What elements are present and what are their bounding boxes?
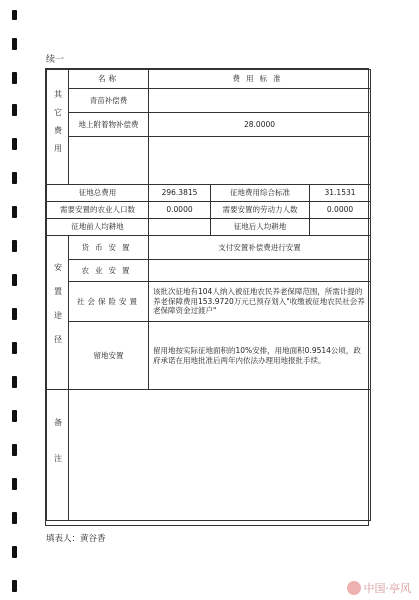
punch-hole — [12, 546, 17, 558]
agri-resettlement-value — [149, 260, 371, 282]
labor-count-label: 需要安置的劳动力人数 — [211, 202, 310, 219]
labor-count-value: 0.0000 — [310, 202, 371, 219]
social-insurance-value: 该批次征地有104人纳入被征地农民养老保障范围，所需计提的养老保障费用153.9720万元已预存划入"收缴被征地农民社会养老保障资金过渡户" — [149, 282, 371, 322]
punch-hole — [12, 580, 17, 592]
standard-header: 费用标准 — [149, 70, 371, 89]
punch-hole — [12, 308, 17, 320]
filler-name: 黄谷香 — [80, 534, 106, 544]
remarks-value — [69, 390, 371, 521]
reserved-land-label: 留地安置 — [69, 322, 149, 390]
other-fees-side-label: 其它费用 — [47, 70, 69, 185]
punch-hole — [12, 512, 17, 524]
agri-population-label: 需要安置的农业人口数 — [47, 202, 149, 219]
monetary-value: 支付安置补偿费进行安置 — [149, 236, 371, 260]
fee-name-cell: 青苗补偿费 — [69, 89, 149, 113]
total-fee-label: 征地总费用 — [47, 185, 149, 202]
punch-hole — [12, 342, 17, 354]
remarks-side-label: 备注 — [47, 390, 69, 521]
total-fee-value: 296.3815 — [149, 185, 211, 202]
social-insurance-label: 社会保险安置 — [69, 282, 149, 322]
monetary-label: 货币安置 — [69, 236, 149, 260]
punch-hole — [12, 172, 17, 184]
form-table — [46, 69, 371, 521]
watermark-seal-icon — [347, 581, 361, 595]
punch-hole — [12, 10, 17, 20]
continuation-label: 续一 — [46, 55, 65, 65]
reserved-land-value: 留用地按实际征地面积的10%安排，用地面积0.9514公顷，政府承诺在用地批准后两年内依法办理用地报批手续。 — [149, 322, 371, 390]
punch-hole — [12, 444, 17, 456]
fee-name-cell — [69, 137, 149, 185]
farmland-before-value — [149, 219, 211, 236]
punch-hole — [12, 138, 17, 150]
watermark — [347, 580, 412, 596]
fee-value-cell — [149, 137, 371, 185]
punch-hole — [12, 206, 17, 218]
punch-hole — [12, 38, 17, 50]
punch-hole — [12, 240, 17, 252]
punch-hole — [12, 478, 17, 490]
composite-standard-label: 征地费用综合标准 — [211, 185, 310, 202]
filler-label: 填表人： — [46, 534, 81, 544]
fee-name-cell: 地上附着物补偿费 — [69, 113, 149, 137]
punch-hole — [12, 274, 17, 286]
fee-value-cell: 28.0000 — [149, 113, 371, 137]
land-acquisition-form — [45, 68, 369, 526]
name-header: 名称 — [69, 70, 149, 89]
farmland-after-value — [310, 219, 371, 236]
punch-hole — [12, 72, 17, 84]
agri-population-value: 0.0000 — [149, 202, 211, 219]
resettlement-side-label: 安置途径 — [47, 236, 69, 390]
punch-hole — [12, 410, 17, 422]
punch-hole — [12, 376, 17, 388]
composite-standard-value: 31.1531 — [310, 185, 371, 202]
filler-line — [46, 532, 106, 544]
farmland-before-label: 征地前人均耕地 — [47, 219, 149, 236]
agri-resettlement-label: 农业安置 — [69, 260, 149, 282]
punch-hole — [12, 104, 17, 116]
fee-value-cell — [149, 89, 371, 113]
farmland-after-label: 征地后人均耕地 — [211, 219, 310, 236]
watermark-text: 中国·亭风 — [363, 582, 411, 595]
